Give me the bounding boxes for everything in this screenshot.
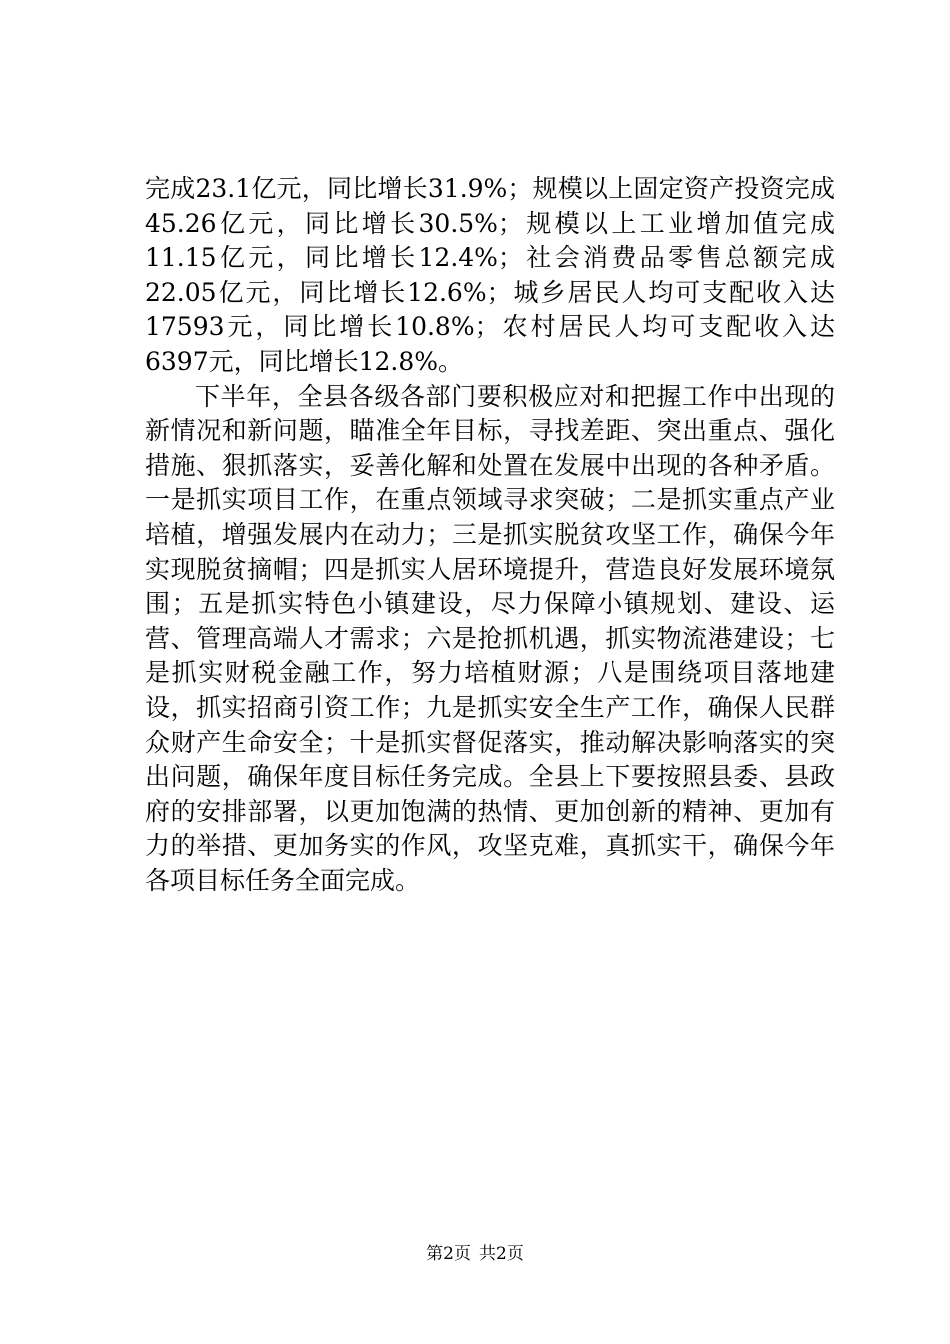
page-footer (0, 1243, 950, 1265)
page-number: 第2页 (426, 1244, 471, 1264)
paragraph-second-half-plan: 下半年，全县各级各部门要积极应对和把握工作中出现的新情况和新问题，瞄准全年目标，寻找差距、突出重点、强化措施、狠抓落实，妥善化解和处置在发展中出现的各种矛盾。一是抓实项目工作，在重点领域寻求突破；二是抓实重点产业培植，增强发展内在动力；三是抓实脱贫攻坚工作，确保今年实现脱贫摘帽；四是抓实人居环境提升，营造良好发展环境氛围；五是抓实特色小镇建设，尽力保障小镇规划、建设、运营、管理高端人才需求；六是抢抓机遇，抓实物流港建设；七是抓实财税金融工作，努力培植财源；八是围绕项目落地建设，抓实招商引资工作；九是抓实安全生产工作，确保人民群众财产生命安全；十是抓实督促落实，推动解决影响落实的突出问题，确保年度目标任务完成。全县上下要按照县委、县政府的安排部署，以更加饱满的热情、更加创新的精神、更加有力的举措、更加务实的作风，攻坚克难，真抓实干，确保今年各项目标任务全面完成。 (145, 381, 835, 895)
paragraph-statistics: 完成23.1亿元，同比增长31.9%；规模以上固定资产投资完成45.26亿元，同比增长30.5%；规模以上工业增加值完成11.15亿元，同比增长12.4%；社会消费品零售总额完成22.05亿元，同比增长12.6%；城乡居民人均可支配收入达17593元，同比增长10.8%；农村居民人均可支配收入达6397元，同比增长12.8%。 (145, 174, 835, 376)
document-body (145, 172, 835, 898)
page-total: 共2页 (479, 1244, 524, 1264)
